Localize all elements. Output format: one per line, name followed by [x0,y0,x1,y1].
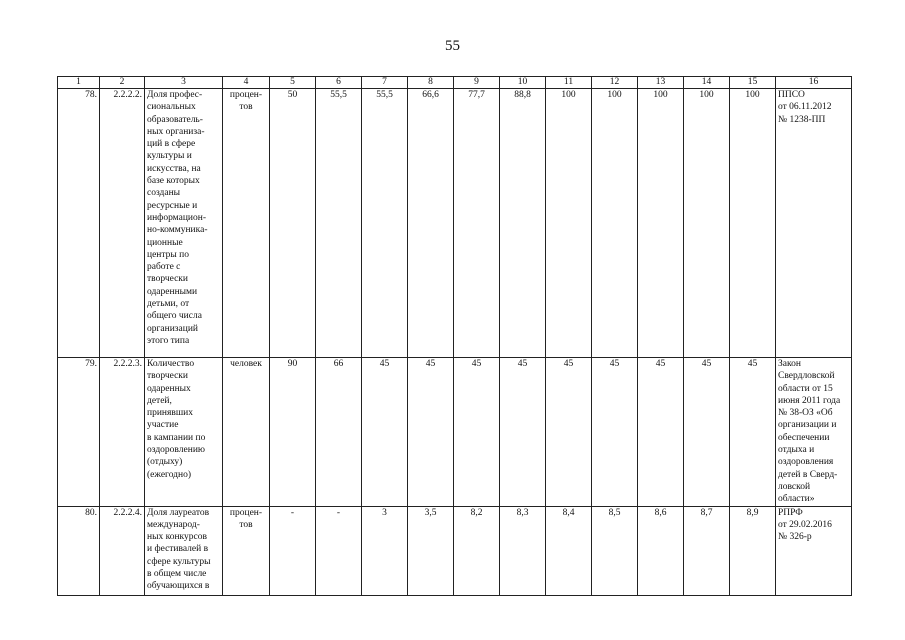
unit-cell: процен- тов [223,89,270,358]
value-cell: 55,5 [362,89,408,358]
table-row [58,89,852,358]
value-cell: 88,8 [500,89,546,358]
indicator-name-cell: Доля профес- сиональных образователь- ных организа- ций в сфере культуры и искусства, на базе которых созданы ресурсные и информацион- но-коммуника- ционные центры по работе с творчески одаренными детьми, от общего числа организаций этого типа [145,89,223,358]
value-cell: 45 [638,358,684,507]
value-cell: 3,5 [408,506,454,595]
value-cell: 8,6 [638,506,684,595]
row-number-cell: 79. [58,358,100,507]
indicator-code-cell: 2.2.2.4. [100,506,145,595]
value-cell: - [270,506,316,595]
indicator-table [57,76,852,596]
value-cell: 8,5 [592,506,638,595]
value-cell: 8,7 [684,506,730,595]
value-cell: 45 [592,358,638,507]
header-cell: 11 [546,77,592,89]
source-cell: ППСО от 06.11.2012 № 1238-ПП [776,89,852,358]
value-cell: 66,6 [408,89,454,358]
value-cell: 100 [684,89,730,358]
indicator-code-cell: 2.2.2.2. [100,89,145,358]
header-cell: 7 [362,77,408,89]
header-cell: 10 [500,77,546,89]
value-cell: 100 [638,89,684,358]
value-cell: 45 [546,358,592,507]
value-cell: 8,9 [730,506,776,595]
value-cell: 8,3 [500,506,546,595]
value-cell: 3 [362,506,408,595]
unit-cell: человек [223,358,270,507]
header-cell: 13 [638,77,684,89]
unit-cell: процен- тов [223,506,270,595]
row-number-cell: 80. [58,506,100,595]
header-cell: 6 [316,77,362,89]
page-number: 55 [445,38,460,54]
table-row [58,358,852,507]
header-cell: 5 [270,77,316,89]
value-cell: 45 [454,358,500,507]
header-cell: 12 [592,77,638,89]
header-cell: 14 [684,77,730,89]
value-cell: 77,7 [454,89,500,358]
header-cell: 9 [454,77,500,89]
header-cell: 8 [408,77,454,89]
header-cell: 15 [730,77,776,89]
header-cell: 2 [100,77,145,89]
indicator-name-cell: Количество творчески одаренных детей, принявших участие в кампании по оздоровлению (отдыху) (ежегодно) [145,358,223,507]
value-cell: 55,5 [316,89,362,358]
value-cell: 100 [546,89,592,358]
value-cell: 45 [684,358,730,507]
value-cell: 90 [270,358,316,507]
header-cell: 4 [223,77,270,89]
header-cell: 16 [776,77,852,89]
value-cell: 45 [408,358,454,507]
value-cell: - [316,506,362,595]
value-cell: 45 [500,358,546,507]
value-cell: 45 [730,358,776,507]
source-cell: Закон Свердловской области от 15 июня 2011 года № 38-ОЗ «Об организации и обеспечении отдыха и оздоровления детей в Сверд- ловской области» [776,358,852,507]
value-cell: 50 [270,89,316,358]
value-cell: 100 [592,89,638,358]
source-cell: РПРФ от 29.02.2016 № 326-р [776,506,852,595]
table-row [58,506,852,595]
header-cell: 3 [145,77,223,89]
value-cell: 66 [316,358,362,507]
value-cell: 8,2 [454,506,500,595]
header-cell: 1 [58,77,100,89]
row-number-cell: 78. [58,89,100,358]
indicator-name-cell: Доля лауреатов международ- ных конкурсов и фестивалей в сфере культуры в общем числе обучающихся в [145,506,223,595]
value-cell: 8,4 [546,506,592,595]
value-cell: 100 [730,89,776,358]
value-cell: 45 [362,358,408,507]
table-header-row [58,77,852,89]
indicator-code-cell: 2.2.2.3. [100,358,145,507]
